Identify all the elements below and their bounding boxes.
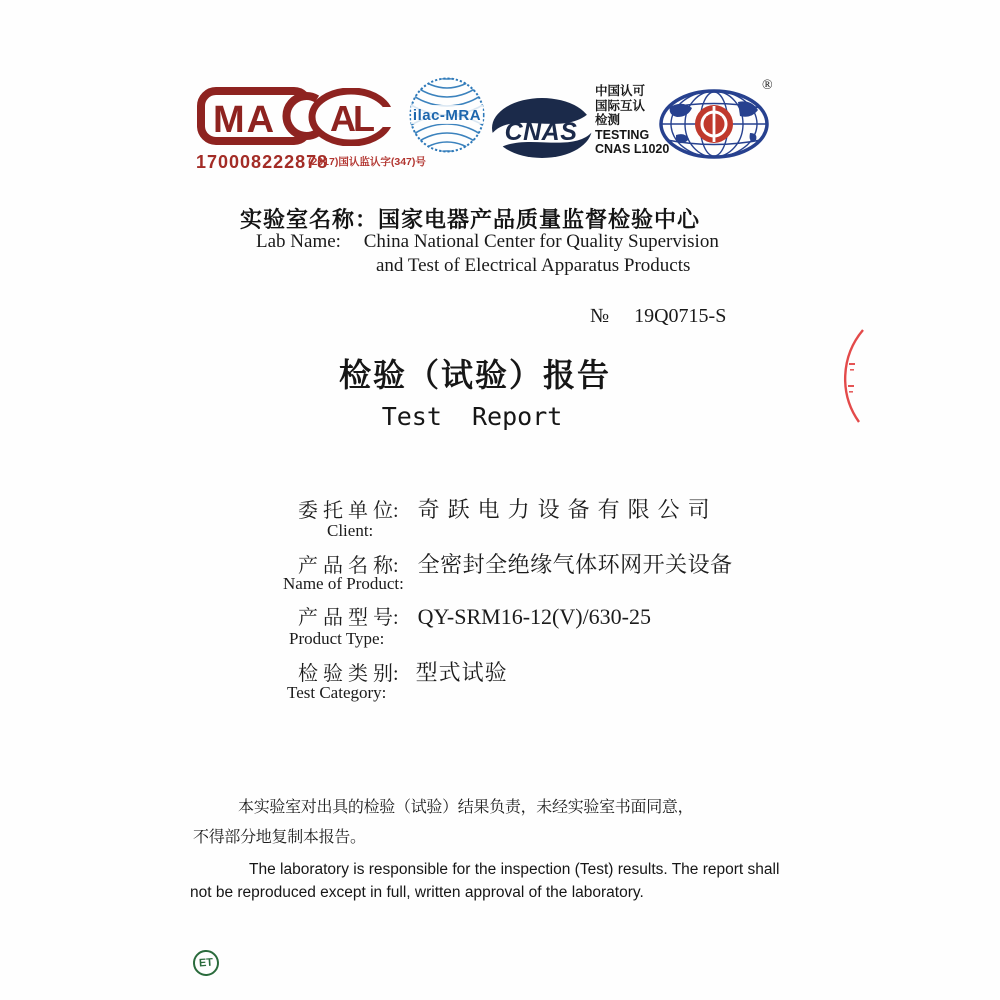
lab-name-cn: 实验室名称：国家电器产品质量监督检验中心 (240, 207, 701, 232)
field-product-type (298, 601, 651, 630)
globe-logo (658, 89, 770, 164)
disclaimer-en-line2: not be reproduced except in full, written approval of the laboratory. (190, 884, 644, 901)
field-test-category-label-cn: 检 验 类 别: (298, 663, 399, 685)
field-product-type-value: QY-SRM16-12(V)/630-25 (417, 604, 652, 629)
disclaimer-cn-line1: 本实验室对出具的检验（试验）结果负责，未经实验室书面同意， (238, 799, 694, 816)
cal-mark-icon (308, 88, 394, 146)
accreditation-line: 国际互认 (595, 98, 646, 113)
accreditation-line: 检测 (595, 113, 621, 127)
accreditation-line: CNAS L1020 (595, 142, 670, 156)
report-number-prefix: № (590, 305, 610, 327)
field-product-type-label-cn: 产 品 型 号: (298, 607, 399, 629)
cma-letters: MA (213, 99, 277, 141)
lab-name-en-label: Lab Name: (256, 231, 341, 252)
registered-mark: ® (762, 78, 773, 93)
field-client-value: 奇跃电力设备有限公司 (417, 497, 718, 522)
field-test-category-value: 型式试验 (415, 660, 508, 685)
title-en: Test Report (381, 402, 563, 431)
lab-name-en-line2: and Test of Electrical Apparatus Products (376, 255, 691, 276)
field-product-type-label-en: Product Type: (289, 629, 385, 648)
cma-mark-icon (196, 86, 324, 146)
field-test-category-label-en: Test Category: (287, 683, 387, 702)
accreditation-line: 中国认可 (595, 84, 646, 98)
field-product-name-label-en: Name of Product: (283, 574, 404, 593)
report-number (590, 305, 726, 328)
cal-caption: (2017)国认监认字(347)号 (308, 156, 426, 168)
disclaimer-en-line1: The laboratory is responsible for the inspection (Test) results. The report shall (249, 861, 780, 878)
report-number-value: 19Q0715-S (634, 305, 727, 327)
lab-name-en-line1 (256, 231, 719, 253)
cma-certificate-number: 170008222878 (196, 152, 329, 172)
ilac-mra-icon (408, 76, 486, 154)
field-product-name-value: 全密封全绝缘气体环网开关设备 (417, 552, 733, 577)
field-client (298, 493, 718, 524)
ilac-label: ilac-MRA (412, 107, 482, 124)
field-product-name-label-cn: 产 品 名 称: (298, 555, 399, 577)
lab-name-en-text: China National Center for Quality Supervision (363, 231, 719, 252)
cnas-icon (491, 97, 593, 159)
field-client-label-en: Client: (327, 521, 374, 540)
field-client-label-cn: 委 托 单 位: (298, 500, 399, 522)
disclaimer-cn-line2: 不得部分地复制本报告。 (193, 829, 366, 846)
title-cn: 检验（试验）报告 (338, 357, 611, 393)
ilac-mra-logo (408, 76, 486, 159)
globe-icon (658, 89, 770, 159)
cal-letters: AL (330, 98, 372, 139)
et-stamp: ET (192, 949, 220, 977)
red-seal-fragment-icon (833, 328, 867, 429)
cnas-logo (491, 97, 593, 164)
accreditation-line: TESTING (595, 127, 650, 142)
cnas-label: CNAS (504, 118, 578, 146)
